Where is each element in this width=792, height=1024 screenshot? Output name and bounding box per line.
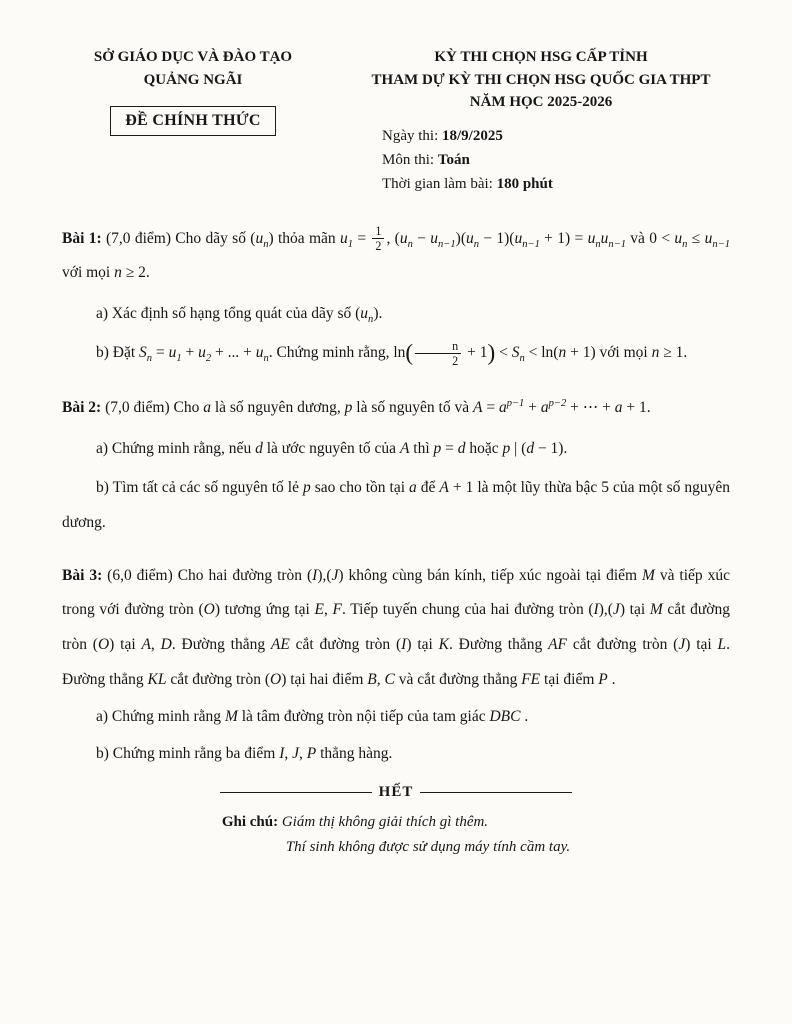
text-segment: ). xyxy=(373,305,383,323)
exam-subject-value: Toán xyxy=(437,151,470,168)
math-segment: D xyxy=(160,636,172,654)
math-segment: A xyxy=(439,478,449,496)
issuer-department: SỞ GIÁO DỤC VÀ ĐÀO TẠO xyxy=(93,49,293,65)
end-divider xyxy=(0,784,792,801)
problem-3-part-b xyxy=(62,737,730,772)
text-segment: ) tại xyxy=(109,636,142,654)
math-segment: u xyxy=(430,229,439,247)
math-segment: u xyxy=(255,344,264,362)
math-segment: u xyxy=(340,229,348,247)
math-segment: P xyxy=(598,671,608,689)
exam-duration-value: 180 phút xyxy=(496,175,553,192)
end-label: HẾT xyxy=(378,783,414,800)
math-segment: E xyxy=(314,601,324,619)
text-segment: + xyxy=(181,344,199,362)
fraction xyxy=(372,224,384,254)
math-segment: u xyxy=(704,229,713,247)
text-segment: b) Chứng minh rằng ba điểm xyxy=(96,744,280,762)
subscript-segment: n−1 xyxy=(608,238,626,250)
text-segment: = xyxy=(441,439,458,457)
math-segment: a xyxy=(614,399,623,416)
exam-subject-line xyxy=(382,148,740,172)
superscript-segment: p−2 xyxy=(548,397,567,409)
text-segment: cắt đường tròn ( xyxy=(289,636,402,654)
text-segment: . xyxy=(607,671,616,689)
math-segment: C xyxy=(384,671,395,689)
text-segment: với mọi xyxy=(62,264,115,282)
math-segment: J xyxy=(292,744,299,762)
text-segment: ) tại xyxy=(406,636,439,654)
exam-title-line1: KỲ THI CHỌN HSG CẤP TỈNH xyxy=(434,49,648,65)
subscript-segment: n xyxy=(368,314,374,326)
big-delimiter: ) xyxy=(487,339,496,366)
document-header xyxy=(0,0,792,196)
math-segment: M xyxy=(642,566,655,584)
fraction xyxy=(415,339,461,369)
text-segment: < ln( xyxy=(524,344,559,362)
text-segment: a) Chứng minh rằng xyxy=(96,708,225,725)
math-segment: F xyxy=(332,601,342,619)
text-segment: + 1 là một lũy thừa bậc 5 của một số nguyên dương. xyxy=(62,478,730,531)
subscript-segment: n xyxy=(263,238,269,250)
problem-3-part-a xyxy=(62,700,730,735)
math-segment: u xyxy=(360,305,369,323)
text-segment: + 1) = xyxy=(539,229,588,247)
footer-notes-block xyxy=(222,810,570,860)
text-segment: − 1)( xyxy=(479,229,515,247)
text-segment: hoặc xyxy=(465,439,503,457)
math-segment: A xyxy=(472,399,483,416)
text-segment: . Đường thẳng xyxy=(171,636,271,654)
fraction-denominator: 2 xyxy=(452,354,459,369)
math-segment: d xyxy=(255,439,263,457)
text-segment: , ( xyxy=(386,229,400,247)
text-segment: , xyxy=(376,671,385,689)
text-segment: là số nguyên dương, xyxy=(210,399,345,416)
text-segment: cắt đường tròn ( xyxy=(62,601,730,654)
text-segment: ) tại hai điểm xyxy=(281,671,368,689)
exam-title-line2: THAM DỰ KỲ THI CHỌN HSG QUỐC GIA THPT xyxy=(371,71,711,88)
text-segment: ≤ xyxy=(687,229,705,247)
math-segment: O xyxy=(97,636,110,654)
text-segment: là ước nguyên tố của xyxy=(262,439,400,457)
subscript-segment: 1 xyxy=(176,353,182,365)
text-segment: )( xyxy=(455,229,466,247)
text-segment: ) tại xyxy=(619,601,650,619)
problem-1-part-b xyxy=(62,336,730,371)
bold-segment: Bài 3: xyxy=(62,566,103,584)
math-segment: O xyxy=(203,601,215,619)
math-segment: I xyxy=(593,601,599,619)
text-segment: b) Đặt xyxy=(96,344,140,362)
math-segment: A xyxy=(399,439,410,457)
math-segment: a xyxy=(540,399,549,416)
superscript-segment: p−1 xyxy=(506,397,525,409)
text-segment: | ( xyxy=(510,439,527,457)
math-segment: J xyxy=(678,636,686,654)
math-segment: DBC xyxy=(489,708,521,725)
problem-2-part-b xyxy=(62,471,730,541)
math-segment: a xyxy=(203,399,211,416)
math-segment: n xyxy=(651,344,660,362)
note-text-2: Thí sinh không được sử dụng máy tính cầm tay. xyxy=(285,838,571,855)
math-segment: J xyxy=(331,566,339,584)
text-segment: ) không cùng bán kính, tiếp xúc ngoài tại điểm xyxy=(338,566,643,584)
issuer-province: QUẢNG NGÃI xyxy=(143,71,243,88)
text-segment: (7,0 điểm) Cho dãy số ( xyxy=(101,229,256,247)
text-segment: b) Tìm tất cả các số nguyên tố lẻ xyxy=(96,478,303,496)
text-segment: + 1. xyxy=(622,399,651,416)
math-segment: S xyxy=(139,344,147,362)
exam-date-label: Ngày thi: xyxy=(382,127,442,144)
text-segment: và tiếp xúc trong với đường tròn ( xyxy=(62,566,730,619)
text-segment: sao cho tồn tại xyxy=(310,478,410,496)
text-segment: + ... + xyxy=(211,344,256,362)
fraction-numerator: 1 xyxy=(372,224,384,239)
text-segment: + 1 xyxy=(463,344,488,362)
exam-duration-line xyxy=(382,172,740,196)
text-segment: ) thỏa mãn xyxy=(268,229,340,247)
text-segment: + ⋯ + xyxy=(566,399,615,416)
subscript-segment: 1 xyxy=(347,238,354,250)
exam-info xyxy=(382,124,740,196)
end-divider-line-right xyxy=(420,792,572,793)
math-segment: u xyxy=(587,229,596,247)
exam-title-line3: NĂM HỌC 2025-2026 xyxy=(469,94,613,110)
math-segment: d xyxy=(457,439,466,457)
math-segment: AE xyxy=(270,636,290,654)
math-segment: FE xyxy=(521,671,541,689)
official-exam-box xyxy=(110,106,275,136)
exam-subject-label: Môn thi: xyxy=(382,151,438,168)
text-segment: thì xyxy=(409,439,434,457)
text-segment: (6,0 điểm) Cho hai đường tròn ( xyxy=(102,566,313,584)
text-segment: + xyxy=(524,399,541,416)
text-segment: , xyxy=(323,601,333,619)
math-segment: A xyxy=(141,636,151,654)
math-segment: n xyxy=(558,344,567,362)
math-segment: M xyxy=(649,601,663,619)
subscript-segment: n xyxy=(595,238,601,250)
math-segment: u xyxy=(514,229,523,247)
exam-date-line xyxy=(382,124,740,148)
text-segment: tại điểm xyxy=(540,671,599,689)
fraction-numerator: n xyxy=(415,339,461,354)
text-segment: ),( xyxy=(317,566,332,584)
text-segment: ≥ 1. xyxy=(659,344,688,362)
text-segment: và cắt đường thẳng xyxy=(394,671,522,689)
math-segment: L xyxy=(717,636,727,654)
subscript-segment: n xyxy=(519,353,525,365)
text-segment: a) Chứng minh rằng, nếu xyxy=(96,439,256,457)
text-segment: = xyxy=(152,344,169,362)
problem-2-statement xyxy=(62,391,730,426)
subscript-segment: n−1 xyxy=(522,238,540,250)
math-segment: KL xyxy=(147,671,167,689)
text-segment: thẳng hàng. xyxy=(316,744,393,762)
math-segment: p xyxy=(344,399,353,416)
text-segment: . Đường thẳng xyxy=(62,636,731,689)
math-segment: S xyxy=(511,344,520,362)
end-divider-line-left xyxy=(220,792,372,793)
math-segment: a xyxy=(409,478,417,496)
text-segment: ),( xyxy=(598,601,613,619)
text-segment: ) tại xyxy=(685,636,718,654)
exam-duration-label: Thời gian làm bài: xyxy=(382,175,497,192)
math-segment: u xyxy=(465,229,474,247)
text-segment: để xyxy=(416,478,440,496)
problems-section xyxy=(0,196,792,772)
text-segment: và 0 < xyxy=(625,229,675,247)
math-segment: O xyxy=(270,671,282,689)
problem-2-part-a xyxy=(62,432,730,467)
math-segment: M xyxy=(224,708,238,725)
exam-title-block xyxy=(342,46,740,196)
text-segment: + 1) với mọi xyxy=(566,344,652,362)
math-segment: K xyxy=(438,636,449,654)
text-segment: là số nguyên tố và xyxy=(352,399,473,416)
bold-segment: Bài 1: xyxy=(62,229,102,247)
note-line-1 xyxy=(222,810,570,835)
note-label: Ghi chú: xyxy=(221,813,282,830)
math-segment: AF xyxy=(548,636,567,654)
math-segment: J xyxy=(612,601,620,619)
math-segment: p xyxy=(433,439,442,457)
text-segment: , xyxy=(284,744,293,762)
text-segment: . Đường thẳng xyxy=(448,636,549,654)
text-segment: < xyxy=(495,344,512,362)
math-segment: p xyxy=(302,478,311,496)
subscript-segment: 2 xyxy=(205,353,212,365)
text-segment: a) Xác định số hạng tổng quát của dãy số ( xyxy=(96,305,361,323)
text-segment: (7,0 điểm) Cho xyxy=(101,399,204,416)
problem-1-part-a xyxy=(62,297,730,332)
problem-1-statement xyxy=(62,222,730,292)
math-segment: d xyxy=(526,439,535,457)
footer-notes xyxy=(0,810,792,860)
note-text-1: Giám thị không giải thích gì thêm. xyxy=(281,813,489,830)
text-segment: ) tương ứng tại xyxy=(214,601,315,619)
problem-3-statement xyxy=(62,559,730,699)
math-segment: B xyxy=(367,671,377,689)
math-segment: n xyxy=(114,264,122,282)
subscript-segment: n xyxy=(407,238,413,250)
math-segment: u xyxy=(198,344,206,362)
math-segment: I xyxy=(401,636,407,654)
exam-date-value: 18/9/2025 xyxy=(442,127,503,144)
bold-segment: Bài 2: xyxy=(62,399,102,416)
math-segment: I xyxy=(312,566,318,584)
text-segment: ≥ 2. xyxy=(121,264,150,282)
subscript-segment: n xyxy=(682,238,688,250)
math-segment: P xyxy=(306,744,317,762)
math-segment: u xyxy=(600,229,609,247)
math-segment: I xyxy=(279,744,285,762)
math-segment: u xyxy=(255,229,264,247)
text-segment: . Chứng minh rằng, ln xyxy=(268,344,406,362)
text-segment: − 1). xyxy=(534,439,568,457)
official-exam-label: ĐỀ CHÍNH THỨC xyxy=(125,112,261,129)
subscript-segment: n−1 xyxy=(712,238,730,250)
text-segment: = xyxy=(482,399,499,416)
text-segment: , xyxy=(299,744,307,762)
big-delimiter: ( xyxy=(405,339,414,366)
math-segment: u xyxy=(168,344,177,362)
issuer-block xyxy=(58,46,328,196)
math-segment: u xyxy=(674,229,683,247)
subscript-segment: n−1 xyxy=(438,238,456,250)
subscript-segment: n xyxy=(473,238,479,250)
text-segment: , xyxy=(150,636,161,654)
text-segment: = xyxy=(353,229,371,247)
fraction-denominator: 2 xyxy=(375,239,382,254)
math-segment: a xyxy=(498,399,507,416)
math-segment: p xyxy=(502,439,511,457)
subscript-segment: n xyxy=(146,353,153,365)
text-segment: cắt đường tròn ( xyxy=(567,636,679,654)
text-segment: . Tiếp tuyến chung của hai đường tròn ( xyxy=(341,601,594,619)
text-segment: − xyxy=(412,229,431,247)
text-segment: là tâm đường tròn nội tiếp của tam giác xyxy=(237,708,490,725)
subscript-segment: n xyxy=(263,353,269,365)
math-segment: u xyxy=(399,229,408,247)
text-segment: . xyxy=(520,708,529,725)
text-segment: cắt đường tròn ( xyxy=(166,671,270,689)
